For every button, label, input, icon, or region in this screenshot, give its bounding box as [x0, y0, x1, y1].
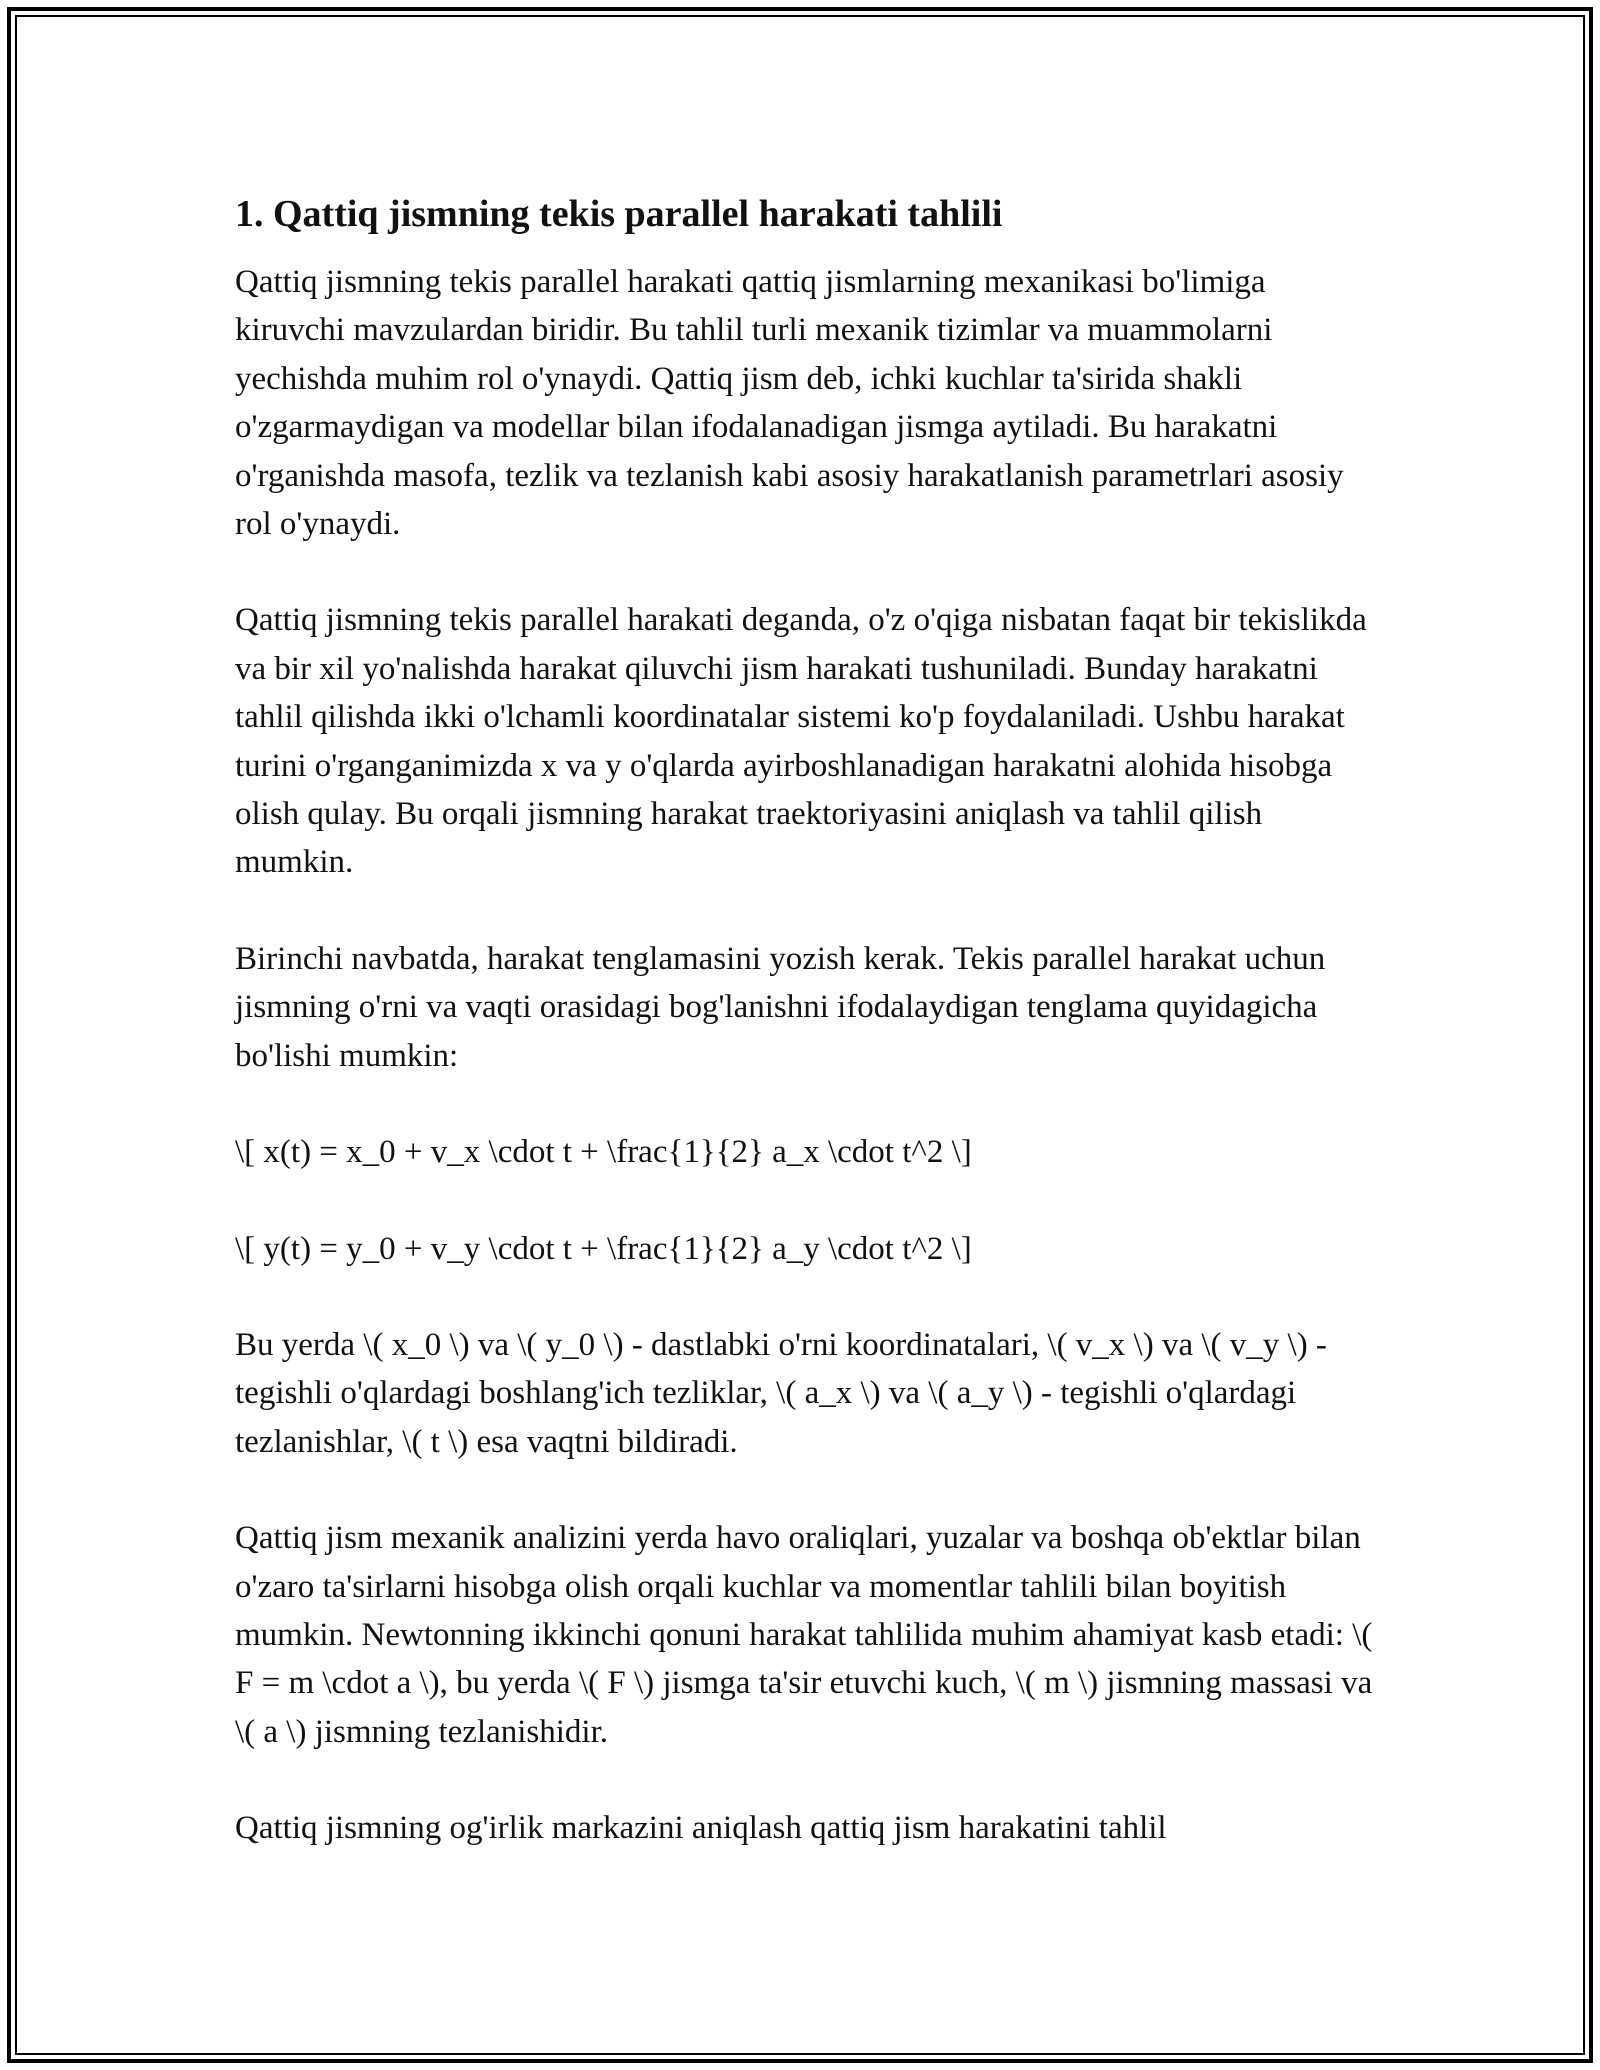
- formula-y: \[ y(t) = y_0 + v_y \cdot t + \frac{1}{2} a_y \cdot t^2 \]: [235, 1230, 972, 1267]
- paragraph-definition: Qattiq jismning tekis parallel harakati deganda, o'z o'qiga nisbatan faqat bir tekislikda va bir xil yo'nalishda harakat qiluvchi jism harakati tushuniladi. Bunday harakatni tahlil qilishda ikki o'lchamli koordinatalar sistemi ko'p foydalaniladi. Ushbu harakat turini o'rganganimizda x va y o'qlarda ayirboshlanadigan harakatni alohida hisobga olish qulay. Bu orqali jismning harakat traektoriyasini aniqlash va tahlil qilish mumkin.: [235, 602, 1367, 881]
- paragraph-variables: Bu yerda \( x_0 \) va \( y_0 \) - dastlabki o'rni koordinatalari, \( v_x \) va \( v_y \) - tegishli o'qlardagi boshlang'ich tezliklar, \( a_x \) va \( a_y \) - tegishli o'qlardagi tezlanishlar, \( t \) esa vaqtni bildiradi.: [235, 1326, 1327, 1460]
- formula-x: \[ x(t) = x_0 + v_x \cdot t + \frac{1}{2} a_x \cdot t^2 \]: [235, 1134, 972, 1171]
- document-body: [235, 186, 1375, 1901]
- paragraph-intro: Qattiq jismning tekis parallel harakati qattiq jismlarning mexanikasi bo'limiga kiruvchi mavzulardan biridir. Bu tahlil turli mexanik tizimlar va muammolarni yechishda muhim rol o'ynaydi. Qattiq jism deb, ichki kuchlar ta'sirida shakli o'zgarmaydigan va modellar bilan ifodalanadigan jismga aytiladi. Bu harakatni o'rganishda masofa, tezlik va tezlanish kabi asosiy harakatlanish parametrlari asosiy rol o'ynaydi.: [235, 264, 1344, 543]
- paragraph-newton: Qattiq jism mexanik analizini yerda havo oraliqlari, yuzalar va boshqa ob'ektlar bilan o'zaro ta'sirlarni hisobga olish orqali kuchlar va momentlar tahlili bilan boyitish mumkin. Newtonning ikkinchi qonuni harakat tahlilida muhim ahamiyat kasb etadi: \( F = m \cdot a \), bu yerda \( F \) jismga ta'sir etuvchi kuch, \( m \) jismning massasi va \( a \) jismning tezlanishidir.: [235, 1520, 1373, 1750]
- paragraph-center-of-mass: Qattiq jismning og'irlik markazini aniqlash qattiq jism harakatini tahlil: [235, 1810, 1167, 1847]
- section-heading: 1. Qattiq jismning tekis parallel harakati tahlili: [235, 193, 1003, 235]
- paragraph-equations-intro: Birinchi navbatda, harakat tenglamasini yozish kerak. Tekis parallel harakat uchun jismning o'rni va vaqti orasidagi bog'lanishni ifodalaydigan tenglama quyidagicha bo'lishi mumkin:: [235, 940, 1326, 1074]
